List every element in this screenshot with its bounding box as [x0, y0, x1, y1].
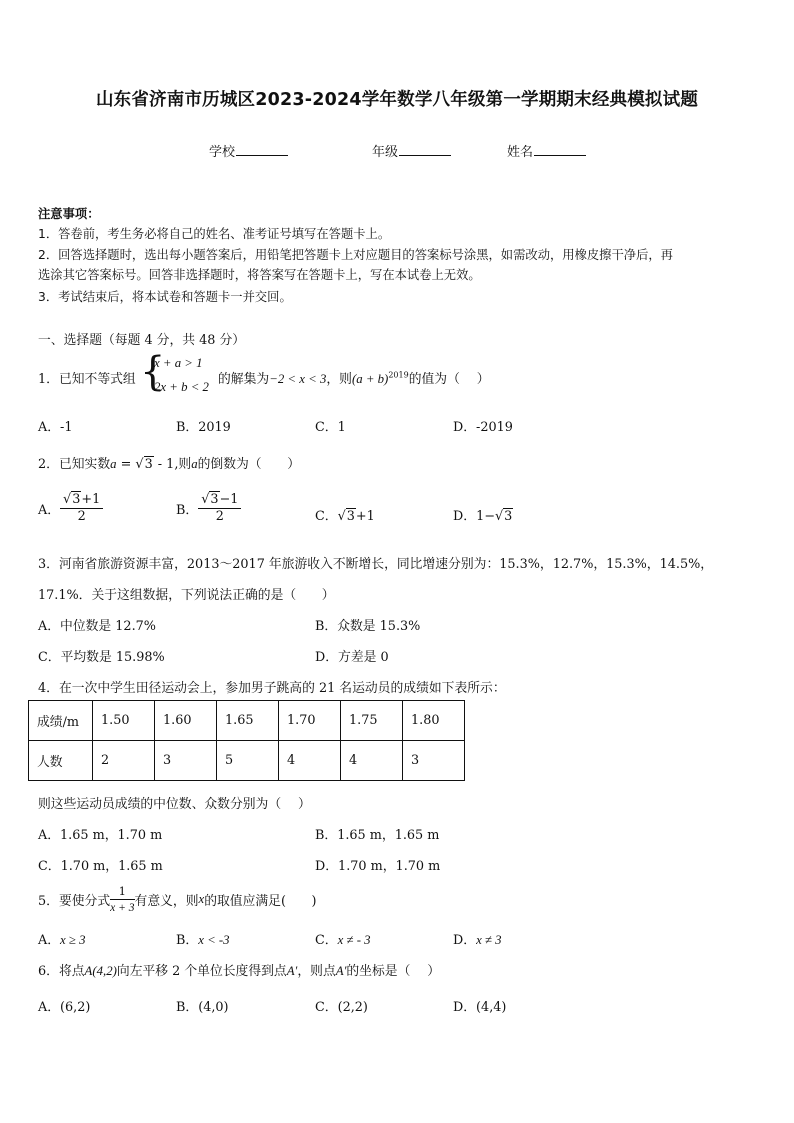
table-cell: 成绩/m [29, 701, 93, 741]
q5-option-c[interactable]: C．x ≠ - 3 [315, 933, 371, 948]
q2-stem: 2．已知实数a = √3 - 1,则a的倒数为（ ） [38, 457, 300, 472]
table-cell: 2 [93, 741, 155, 781]
table-cell: 人数 [29, 741, 93, 781]
table-cell: 3 [155, 741, 217, 781]
table-cell: 4 [341, 741, 403, 781]
q1-option-d[interactable]: D．-2019 [453, 420, 513, 435]
q2-option-c[interactable]: C．√3+1 [315, 509, 375, 524]
grade-field[interactable]: 年级 [372, 141, 451, 160]
q4-option-d[interactable]: D．1.70 m，1.70 m [315, 859, 441, 874]
q1-prefix: 1．已知不等式组 [38, 372, 136, 387]
table-cell: 1.60 [155, 701, 217, 741]
q4-intro: 4．在一次中学生田径运动会上，参加男子跳高的 21 名运动员的成绩如下表所示： [38, 681, 506, 696]
table-cell: 1.70 [279, 701, 341, 741]
page-title: 山东省济南市历城区2023-2024学年数学八年级第一学期期末经典模拟试题 [95, 90, 699, 110]
note-2a: 2．回答选择题时，选出每小题答案后，用铅笔把答题卡上对应题目的答案标号涂黑，如需改动，用橡皮擦干净后，再 [38, 248, 673, 262]
q4-option-c[interactable]: C．1.70 m，1.65 m [38, 859, 163, 874]
q3-option-b[interactable]: B．众数是 15.3% [315, 619, 421, 634]
scores-table [28, 700, 465, 781]
name-field[interactable]: 姓名 [507, 141, 586, 160]
table-cell: 1.50 [93, 701, 155, 741]
q1-option-c[interactable]: C．1 [315, 420, 346, 435]
table-row [29, 701, 465, 741]
q1-system-line2: 2x + b < 2 [154, 380, 209, 394]
q1-system-line1: x + a > 1 [154, 356, 203, 370]
table-cell: 1.75 [341, 701, 403, 741]
q4-option-b[interactable]: B．1.65 m，1.65 m [315, 828, 440, 843]
q6-option-c[interactable]: C．(2,2) [315, 1000, 368, 1015]
section-heading: 一、选择题（每题 4 分，共 48 分） [38, 333, 246, 348]
q5-option-d[interactable]: D．x ≠ 3 [453, 933, 502, 948]
table-cell: 4 [279, 741, 341, 781]
q4-option-a[interactable]: A．1.65 m，1.70 m [38, 828, 163, 843]
note-2b: 选涂其它答案标号。回答非选择题时，将答案写在答题卡上，写在本试卷上无效。 [38, 268, 481, 282]
q6-option-d[interactable]: D．(4,4) [453, 1000, 507, 1015]
brace-icon: { [140, 349, 166, 395]
q6-option-b[interactable]: B．(4,0) [176, 1000, 229, 1015]
note-3: 3．考试结束后，将本试卷和答题卡一并交回。 [38, 290, 292, 304]
q3-line2: 17.1%．关于这组数据，下列说法正确的是（ ） [38, 588, 335, 603]
note-1: 1．答卷前，考生务必将自己的姓名、准考证号填写在答题卡上。 [38, 227, 391, 241]
q5-stem: 5．要使分式 $\frac{1}{x + 3}$ 有意义，则x的取值应满足( ) [38, 884, 317, 914]
table-cell: 1.65 [217, 701, 279, 741]
q6-option-a[interactable]: A．(6,2) [38, 1000, 91, 1015]
notes-heading: 注意事项： [38, 207, 100, 221]
table-cell: 5 [217, 741, 279, 781]
q3-option-d[interactable]: D．方差是 0 [315, 650, 389, 665]
school-field[interactable]: 学校 [209, 141, 288, 160]
q3-option-c[interactable]: C．平均数是 15.98% [38, 650, 165, 665]
q3-option-a[interactable]: A．中位数是 12.7% [38, 619, 156, 634]
table-row [29, 741, 465, 781]
q1-option-a[interactable]: A．-1 [38, 420, 73, 435]
q1-stem: 的解集为−2 < x < 3，则$(a + b)^{2019}$的值为（ ） [218, 370, 490, 387]
q2-option-a[interactable]: A． $\frac{√3+1}{2}$ [38, 492, 103, 525]
q6-stem: 6．将点A(4,2)向左平移 2 个单位长度得到点A′，则点A′的坐标是（ ） [38, 964, 441, 979]
table-cell: 1.80 [403, 701, 465, 741]
q2-option-b[interactable]: B． $\frac{√3-1}{2}$ [176, 492, 241, 525]
table-cell: 3 [403, 741, 465, 781]
q4-question: 则这些运动员成绩的中位数、众数分别为（ ） [38, 797, 311, 812]
q5-option-a[interactable]: A．x ≥ 3 [38, 933, 86, 948]
q1-option-b[interactable]: B．2019 [176, 420, 231, 435]
q5-option-b[interactable]: B．x < -3 [176, 933, 230, 948]
q2-option-d[interactable]: D．1−√3 [453, 509, 513, 524]
q3-line1: 3．河南省旅游资源丰富，2013～2017 年旅游收入不断增长，同比增速分别为：15.3%，12.7%，15.3%，14.5%， [38, 557, 714, 572]
